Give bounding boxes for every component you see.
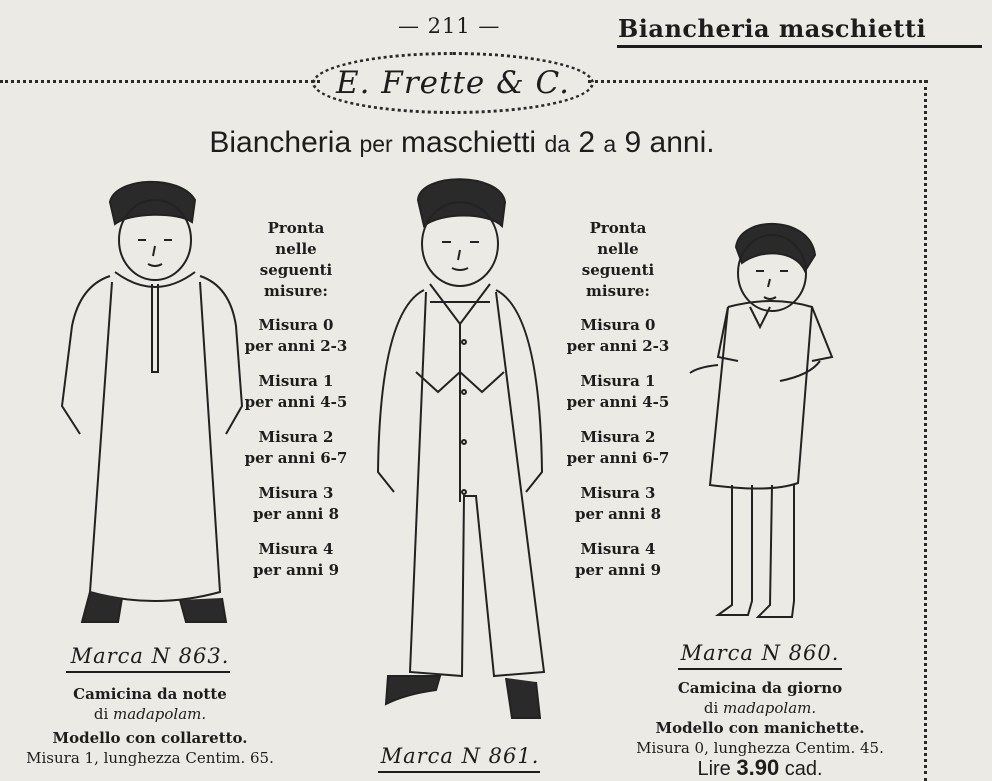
- size-years: per anni 4-5: [244, 393, 348, 411]
- size-entry: [231, 483, 361, 525]
- product-description-863: [0, 684, 300, 768]
- heading-text: 2: [570, 126, 604, 159]
- size-entry: [231, 427, 361, 469]
- sizes-intro: misure:: [264, 282, 328, 300]
- size-entry: [231, 539, 361, 581]
- size-years: per anni 2-3: [566, 337, 670, 355]
- size-entry: [231, 371, 361, 413]
- sizes-intro: misure:: [586, 282, 650, 300]
- product-code-860: Marca N 860.: [680, 641, 840, 665]
- brand-name: E. Frette & C.: [335, 65, 571, 101]
- sizes-intro: nelle: [275, 240, 317, 258]
- product-material-prefix: di: [703, 699, 724, 717]
- size-entry: [553, 539, 683, 581]
- product-measure: Misura 0, lunghezza Centim. 45.: [636, 739, 884, 757]
- product-material: madapolam.: [723, 699, 817, 717]
- sizes-intro: Pronta: [267, 219, 325, 237]
- size-years: per anni 9: [574, 561, 662, 579]
- sizes-intro: nelle: [597, 240, 639, 258]
- sizes-intro: seguenti: [581, 261, 655, 279]
- product-code-underline: [66, 671, 230, 673]
- size-years: per anni 2-3: [244, 337, 348, 355]
- size-label: Misura 0: [580, 316, 656, 334]
- size-years: per anni 4-5: [566, 393, 670, 411]
- sizes-intro: seguenti: [259, 261, 333, 279]
- heading-text: 9 anni.: [616, 126, 715, 159]
- page-number: — 211 —: [398, 14, 501, 38]
- page-heading: [0, 126, 924, 160]
- size-entry: [553, 371, 683, 413]
- size-years: per anni 8: [252, 505, 340, 523]
- sizes-column-left: [231, 218, 361, 595]
- product-model: Modello con manichette.: [655, 719, 865, 737]
- size-label: Misura 3: [258, 484, 334, 502]
- price-suffix: cad.: [779, 758, 823, 780]
- size-label: Misura 3: [580, 484, 656, 502]
- price-value: 3.90: [736, 755, 780, 780]
- size-years: per anni 6-7: [244, 449, 348, 467]
- product-code-underline: [678, 668, 842, 670]
- nightshirt-illustration: [60, 172, 240, 637]
- size-label: Misura 1: [580, 372, 656, 390]
- size-label: Misura 2: [258, 428, 334, 446]
- product-price: [610, 755, 910, 780]
- price-prefix: Lire: [697, 758, 737, 780]
- product-name: Camicina da notte: [73, 685, 227, 703]
- heading-text: a: [603, 131, 617, 157]
- size-years: per anni 6-7: [566, 449, 670, 467]
- product-code-underline: [378, 771, 540, 773]
- romper-illustration: [360, 172, 560, 737]
- size-label: Misura 4: [258, 540, 334, 558]
- size-label: Misura 1: [258, 372, 334, 390]
- dotted-border-top-right: [588, 80, 928, 83]
- heading-text: Biancheria: [209, 126, 360, 159]
- size-label: Misura 0: [258, 316, 334, 334]
- size-label: Misura 4: [580, 540, 656, 558]
- size-entry: [231, 315, 361, 357]
- size-years: per anni 8: [574, 505, 662, 523]
- product-material: madapolam.: [113, 705, 207, 723]
- size-label: Misura 2: [580, 428, 656, 446]
- size-entry: [553, 427, 683, 469]
- product-description-860: [610, 678, 910, 779]
- dotted-border-right: [924, 80, 927, 781]
- product-name: Camicina da giorno: [677, 679, 843, 697]
- product-code-863: Marca N 863.: [70, 644, 230, 668]
- heading-text: maschietti: [392, 126, 545, 159]
- dayshirt-illustration: [680, 215, 850, 625]
- heading-text: per: [359, 131, 393, 157]
- sizes-intro: Pronta: [589, 219, 647, 237]
- product-material-prefix: di: [93, 705, 114, 723]
- section-title: Biancheria maschietti: [618, 14, 927, 43]
- size-entry: [553, 483, 683, 525]
- sizes-column-right: [553, 218, 683, 595]
- section-title-underline: [617, 45, 982, 48]
- brand-logo: [312, 52, 594, 114]
- size-years: per anni 9: [252, 561, 340, 579]
- size-entry: [553, 315, 683, 357]
- product-measure: Misura 1, lunghezza Centim. 65.: [26, 749, 274, 767]
- product-model: Modello con collaretto.: [52, 729, 248, 747]
- heading-text: da: [544, 131, 571, 157]
- product-code-861: Marca N 861.: [380, 744, 540, 768]
- dotted-border-top-left: [0, 80, 320, 83]
